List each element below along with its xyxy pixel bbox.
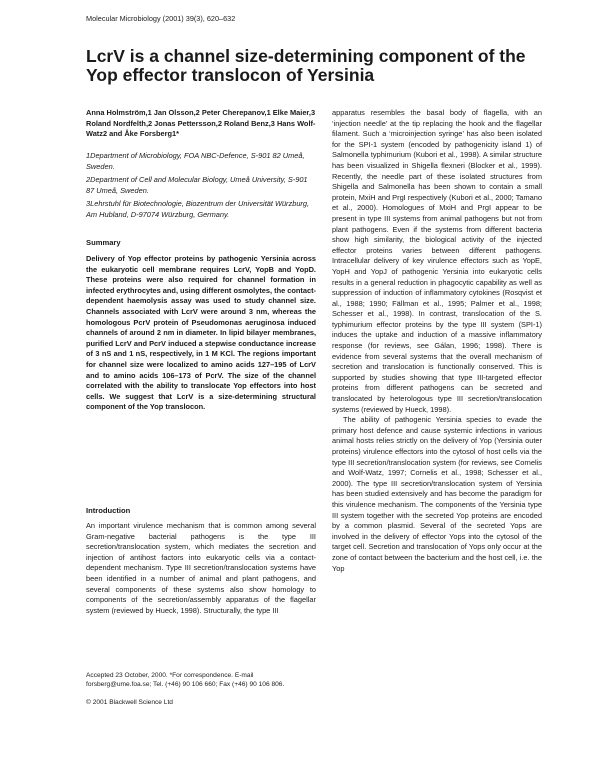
summary-heading: Summary [86,238,121,247]
introduction-text: An important virulence mechanism that is common among several Gram-negative bacterial pathogens is the type III secretion/translocation system, which mediates the secretion and injection of antihost factors into eukaryotic cells via a contact-dependent mechanism. Type III secretion/translocation systems have been identified in a number of animal and plant pathogens, and several components of these systems also show homology to components of the secretion/assembly apparatus of the flagellar system (reviewed by Hueck, 1998). Structurally, the type III [86,521,316,615]
journal-citation: Molecular Microbiology (2001) 39(3), 620–632 [86,14,236,23]
author-list: Anna Holmström,1 Jan Olsson,2 Peter Cherepanov,1 Elke Maier,3 Roland Nordfelth,2 Jonas Pettersson,2 Roland Benz,3 Hans Wolf-Watz2 and Åke Forsberg1* [86,108,316,139]
body-paragraph-2: The ability of pathogenic Yersinia species to evade the primary host defence and cause systemic infections in various animal hosts relies strictly on the delivery of Yop (Yersinia outer proteins) virulence effectors into the cytosol of host cells via the type III secretion/translocation system (for reviews, see Cornelis and Wolf-Watz, 1997; Cornelis et al., 1998; Schesser et al., 2000). The type III secretion/translocation system of Yersinia has been studied extensively and has become the paradigm for this virulence mechanism. The components of the Yersinia type III system together with the secreted Yop proteins are encoded by a common plasmid. Several of the secreted Yops are involved in the delivery of effector Yops into the cytosol of the target cell. Secretion and translocation of Yops only occur at the zone of contact between the bacterium and the host cell, i.e. the Yop [332,415,542,573]
affiliation-2: 2Department of Cell and Molecular Biology, Umeå University, S-901 87 Umeå, Sweden. [86,175,308,195]
introduction-heading: Introduction [86,506,131,515]
body-paragraph-1: apparatus resembles the basal body of flagella, with an ‘injection needle’ at the tip replacing the hook and the flagellar filament. Such a ‘microinjection syringe’ has also been isolated for the SPI-1 system (encoded by pathogenicity island 1) of Salmonella typhimurium (Kubori et al., 1998). A similar structure has been visualized in Shigella flexneri (Blocker et al., 1999). Recently, the needle part of these isolated structures from Shigella and Salmonella has been shown to contain a small protein, MxiH and PrgI respectively (Kubori et al., 2000; Tamano et al., 2000). Homologues of MxiH and PrgI appear to be present in type III systems from animal pathogens but not from plant pathogens. Even if the systems from different bacteria show high similarity, the biological activity of the injected effector proteins varies between different pathogens. Intracellular delivery of key virulence effectors such as YopE, YopH and YopJ of pathogenic Yersinia into eukaryotic cells results in a general reduction in phagocytic capability as well as suppression of induction of inflammatory cytokines (Rosqvist et al., 1988; 1990; Fällman et al., 1995; Palmer et al., 1998; Schesser et al., 1998). In contrast, translocation of the S. typhimurium effector proteins by the type III system (SPI-1) induces the uptake and induction of a massive inflammatory response (for reviews, see Gálan, 1996; 1998). There is evidence from several systems that the overall mechanism of secretion and translocation is functionally conserved. This is supported by studies showing that type III-targeted effector proteins from different pathogens can be secreted and translocated by heterologous type III secretion/translocation systems (reviewed by Hueck, 1998). [332,108,542,414]
affiliations [86,151,316,221]
summary-text: Delivery of Yop effector proteins by pathogenic Yersinia across the eukaryotic cell membrane requires LcrV, YopB and YopD. These proteins were also required for channel formation in infected erythrocytes and, using different osmolytes, the contact-dependent haemolysis assay was used to study channel size. Channels associated with LcrV were around 3 nm, whereas the homologous PcrV protein of Pseudomonas aeruginosa induced channels of around 2 nm in diameter. In lipid bilayer membranes, purified LcrV and PcrV induced a stepwise conductance increase of 3 nS and 1 nS, respectively, in 1 M KCl. The regions important for channel size were localized to amino acids 127–195 of LcrV and to amino acids 106–173 of PcrV. The size of the channel correlated with the ability to translocate Yop effectors into host cells. We suggest that LcrV is a size-determining structural component of the Yop translocon. [86,254,316,412]
correspondence-footnote: Accepted 23 October, 2000. *For correspondence. E-mail forsberg@ume.foa.se; Tel. (+46) 90 106 660; Fax (+46) 90 106 806. [86,672,285,688]
article-title: LcrV is a channel size-determining component of the Yop effector translocon of Yersinia [86,46,526,85]
affiliation-3: 3Lehrstuhl für Biotechnologie, Biozentrum der Universität Würzburg, Am Hubland, D-97074 Würzburg, Germany. [86,199,310,219]
right-column [332,108,542,574]
copyright-notice: © 2001 Blackwell Science Ltd [86,699,173,706]
affiliation-1: 1Department of Microbiology, FOA NBC-Defence, S-901 82 Umeå, Sweden. [86,151,305,171]
